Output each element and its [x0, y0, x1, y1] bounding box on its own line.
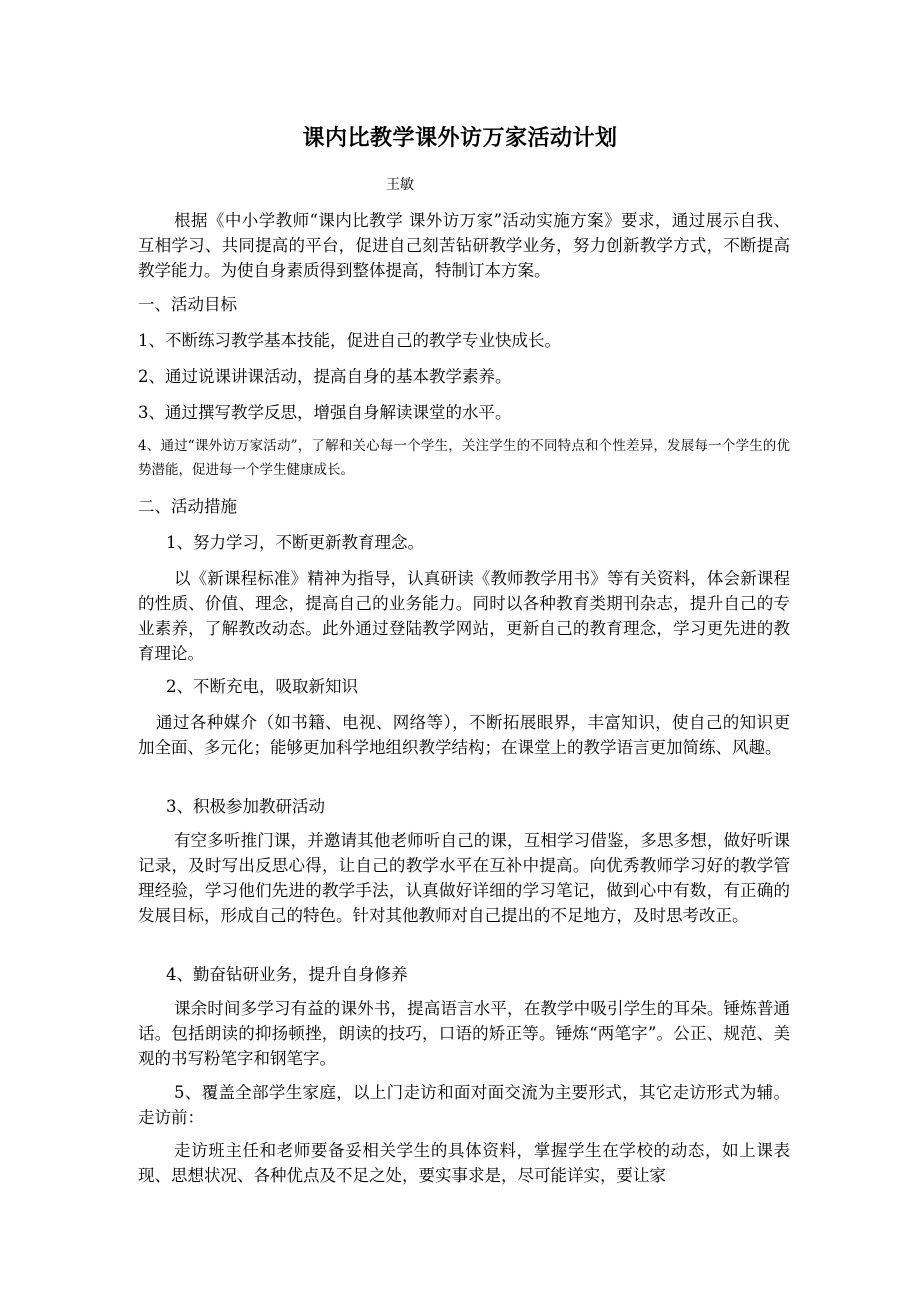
measure-body: 走访班主任和老师要备妥相关学生的具体资料，掌握学生在学校的动态，如上课表现、思想状况、各种优点及不足之处，要实事求是，尽可能详实，要让家 [138, 1141, 790, 1185]
measure-title: 2、不断充电，吸取新知识 [166, 677, 358, 696]
intro-paragraph: 根据《中小学教师“课内比教学 课外访万家”活动实施方案》要求，通过展示自我、互相学习、共同提高的平台，促进自己刻苦钻研教学业务，努力创新教学方式，不断提高教学能力。为使自身素质得到整体提高，特制订本方案。 [138, 211, 790, 280]
document-title: 课内比教学课外访万家活动计划 [302, 125, 618, 151]
goal-item: 2、通过说课讲课活动，提高自身的基本教学素养。 [138, 367, 512, 386]
measure-title: 1、努力学习，不断更新教育理念。 [166, 533, 424, 552]
goal-item: 1、不断练习教学基本技能，促进自己的教学专业快成长。 [138, 331, 561, 350]
document-author: 王敏 [386, 177, 414, 193]
measure-body: 有空多听推门课，并邀请其他老师听自己的课，互相学习借鉴，多思多想，做好听课记录，及时写出反思心得，让自己的教学水平在互补中提高。向优秀教师学习好的教学管理经验，学习他们先进的教学手法，认真做好详细的学习笔记，做到心中有数，有正确的发展目标，形成自己的特色。针对其他教师对自己提出的不足地方，及时思考改正。 [138, 831, 790, 925]
measure-body: 通过各种媒介（如书籍、电视、网络等），不断拓展眼界，丰富知识，使自己的知识更加全面、多元化；能够更加科学地组织教学结构；在课堂上的教学语言更加简练、风趣。 [138, 713, 790, 757]
measure-body: 以《新课程标准》精神为指导，认真研读《教师教学用书》等有关资料，体会新课程的性质、价值、理念，提高自己的业务能力。同时以各种教育类期刊杂志，提升自己的专业素养，了解教改动态。此外通过登陆教学网站，更新自己的教育理念，学习更先进的教育理论。 [138, 569, 790, 663]
goal-item: 4、通过“课外访万家活动”，了解和关心每一个学生，关注学生的不同特点和个性差异，发展每一个学生的优势潜能，促进每一个学生健康成长。 [138, 438, 790, 478]
measure-body: 课余时间多学习有益的课外书，提高语言水平，在教学中吸引学生的耳朵。锤炼普通话。包括朗读的抑扬顿挫，朗读的技巧，口语的矫正等。锤炼“两笔字”。公正、规范、美观的书写粉笔字和钢笔字。 [138, 999, 790, 1068]
goal-item: 3、通过撰写教学反思，增强自身解读课堂的水平。 [138, 403, 512, 422]
measure-title: 3、积极参加教研活动 [166, 797, 325, 816]
measure-title: 5、覆盖全部学生家庭，以上门走访和面对面交流为主要形式，其它走访形式为辅。走访前： [138, 1083, 790, 1127]
measure-title: 4、勤奋钻研业务，提升自身修养 [166, 965, 408, 984]
section-heading-goals: 一、活动目标 [138, 295, 237, 314]
section-heading-measures: 二、活动措施 [138, 497, 237, 516]
